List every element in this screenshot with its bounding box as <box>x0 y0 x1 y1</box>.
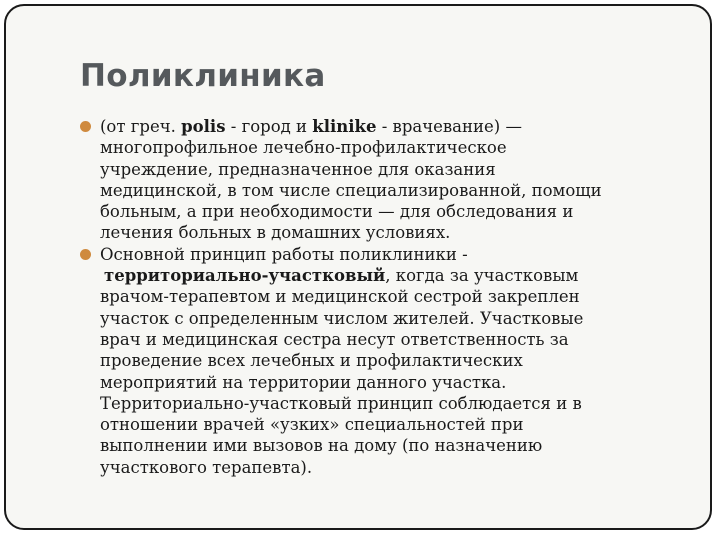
term-territorial: территориально-участковый <box>104 266 386 286</box>
text-line: врачом-терапевтом и медицинской сестрой закреплен <box>100 287 580 307</box>
term-klinike: klinike <box>312 117 377 136</box>
text-line: проведение всех лечебных и профилактических <box>100 351 523 371</box>
text-fragment: (от греч. <box>100 117 182 136</box>
text-line: лечения больных в домашних условиях. <box>100 223 451 243</box>
text-line: выполнении ими вызовов на дому (по назначению <box>100 436 543 456</box>
bullet-icon <box>80 121 91 132</box>
bullet-item-principle <box>80 244 680 478</box>
text-line: участкового терапевта). <box>100 457 313 477</box>
text-line: многопрофильное лечебно-профилактическое <box>100 138 507 158</box>
text-line <box>100 265 680 286</box>
text-fragment: - врачевание) — <box>376 117 522 136</box>
text-line: Территориально-участковый принцип соблюдается и в <box>100 393 582 413</box>
text-line: отношении врачей «узких» специальностей при <box>100 415 524 435</box>
text-line: медицинской, в том числе специализированной, помощи <box>100 180 602 200</box>
text-line: участок с определенным числом жителей. Участковые <box>100 308 584 328</box>
bullet-item-definition <box>80 116 680 244</box>
term-polis: polis <box>181 117 226 136</box>
slide-title: Поликлиника <box>80 58 326 94</box>
text-line: Основной принцип работы поликлиники - <box>100 244 468 264</box>
text-fragment: , когда за участковым <box>385 266 579 286</box>
text-line: больным, а при необходимости — для обследования и <box>100 202 574 222</box>
bullet-list <box>80 116 680 478</box>
text-line: учреждение, предназначенное для оказания <box>100 159 496 179</box>
text-line: мероприятий на территории данного участка. <box>100 372 507 392</box>
bullet-icon <box>80 249 91 260</box>
text-line <box>100 116 680 137</box>
text-fragment: - город и <box>225 117 313 136</box>
text-line: врач и медицинская сестра несут ответственность за <box>100 329 569 349</box>
